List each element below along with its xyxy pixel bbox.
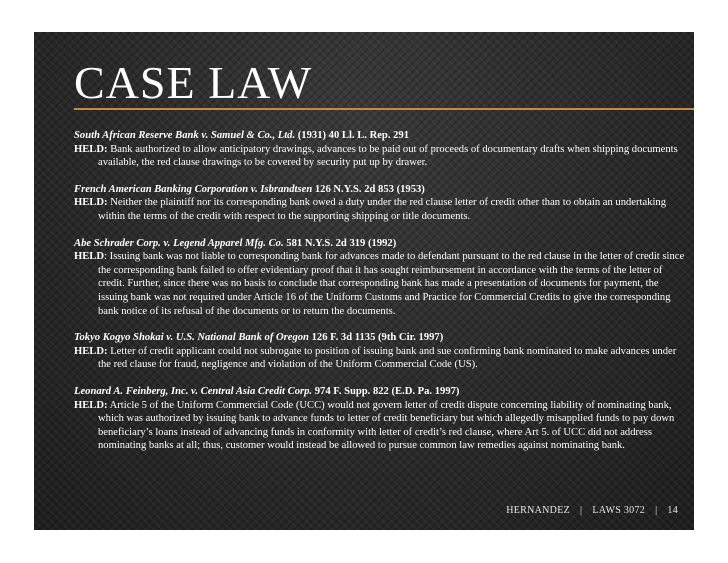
case-reference: 581 N.Y.S. 2d 319 (1992) (283, 237, 397, 249)
held-label: HELD: (74, 197, 108, 209)
held-text: : Issuing bank was not liable to corresponding bank for advances made to defendant pursuant to the red clause in the letter of credit since the corresponding bank failed to offer evidentiary proof that it has sought reimbursement in accordance with the terms of the letter of credit. Further, since there was no basis to conclude that corresponding bank has made a presentation of documents for payment, the issuing bank was not required under Article 16 of the Uniform Customs and Practice for Commercial Credits to give the corresponding bank notice of its refusal of the documents or to return the documents. (98, 251, 685, 317)
case-holding (74, 250, 688, 318)
case-holding (74, 345, 688, 372)
footer-course: LAWS 3072 (592, 505, 646, 516)
case-item (74, 385, 688, 453)
held-label: HELD: (74, 143, 108, 155)
held-text: Letter of credit applicant could not subrogate to position of issuing bank and sue confirming bank nominated to make advances under the red clause for fraud, negligence and violation of the Uniform Commercial Code (US). (98, 345, 677, 371)
title-underline (74, 108, 694, 110)
case-reference: 974 F. Supp. 822 (E.D. Pa. 1997) (312, 385, 460, 397)
case-item (74, 183, 688, 224)
held-text: Bank authorized to allow anticipatory drawings, advances to be paid out of proceeds of documentary drafts when shipping documents available, the red clause drawings to be covered by security put up by drawer. (98, 143, 678, 169)
held-label: HELD (74, 251, 105, 263)
held-label: HELD: (74, 399, 108, 411)
slide (34, 32, 694, 530)
case-list (74, 129, 688, 466)
case-name: Tokyo Kogyo Shokai v. U.S. National Bank of Oregon (74, 332, 309, 344)
case-item (74, 237, 688, 319)
held-text: Neither the plaintiff nor its corresponding bank owed a duty under the red clause letter of credit other than to obtain an undertaking within the terms of the credit with respect to the supporting shipping or title documents. (98, 197, 667, 222)
case-reference: 126 F. 3d 1135 (9th Cir. 1997) (308, 332, 444, 344)
case-holding (74, 196, 688, 223)
case-citation (74, 183, 688, 197)
case-name: South African Reserve Bank v. Samuel & Co., Ltd. (74, 130, 296, 141)
held-text: Article 5 of the Uniform Commercial Code (UCC) would not govern letter of credit dispute concerning liability of nominating bank, which was authorized by issuing bank to advance funds to letter of credit beneficiary but which allegedly misapplied funds to pay down beneficiary’s loans instead of advancing funds in conformity with letter of credit’s red clause, where Art 5. of UCC did not address nominating banks at all; thus, customer would instead be allowed to pursue common law remedies against nominating bank. (98, 399, 675, 452)
case-holding (74, 143, 688, 170)
footer-author: HERNANDEZ (506, 505, 571, 516)
held-label: HELD: (74, 345, 108, 357)
case-citation (74, 237, 688, 251)
footer-separator: | (655, 505, 658, 516)
case-citation (74, 129, 688, 143)
slide-title: CASE LAW (74, 57, 313, 108)
case-name: Leonard A. Feinberg, Inc. v. Central Asia Credit Corp. (74, 385, 313, 397)
case-name: French American Banking Corporation v. Isbrandtsen (74, 183, 313, 195)
page-number: 14 (667, 505, 678, 516)
case-holding (74, 399, 688, 453)
case-citation (74, 331, 688, 345)
slide-footer (506, 505, 678, 516)
case-citation (74, 385, 688, 399)
case-name: Abe Schrader Corp. v. Legend Apparel Mfg. Co. (74, 237, 284, 249)
footer-separator: | (580, 505, 583, 516)
case-item (74, 331, 688, 372)
case-reference: 126 N.Y.S. 2d 853 (1953) (312, 183, 425, 195)
case-reference: (1931) 40 Ll. L. Rep. 291 (295, 130, 410, 141)
case-item (74, 129, 688, 170)
